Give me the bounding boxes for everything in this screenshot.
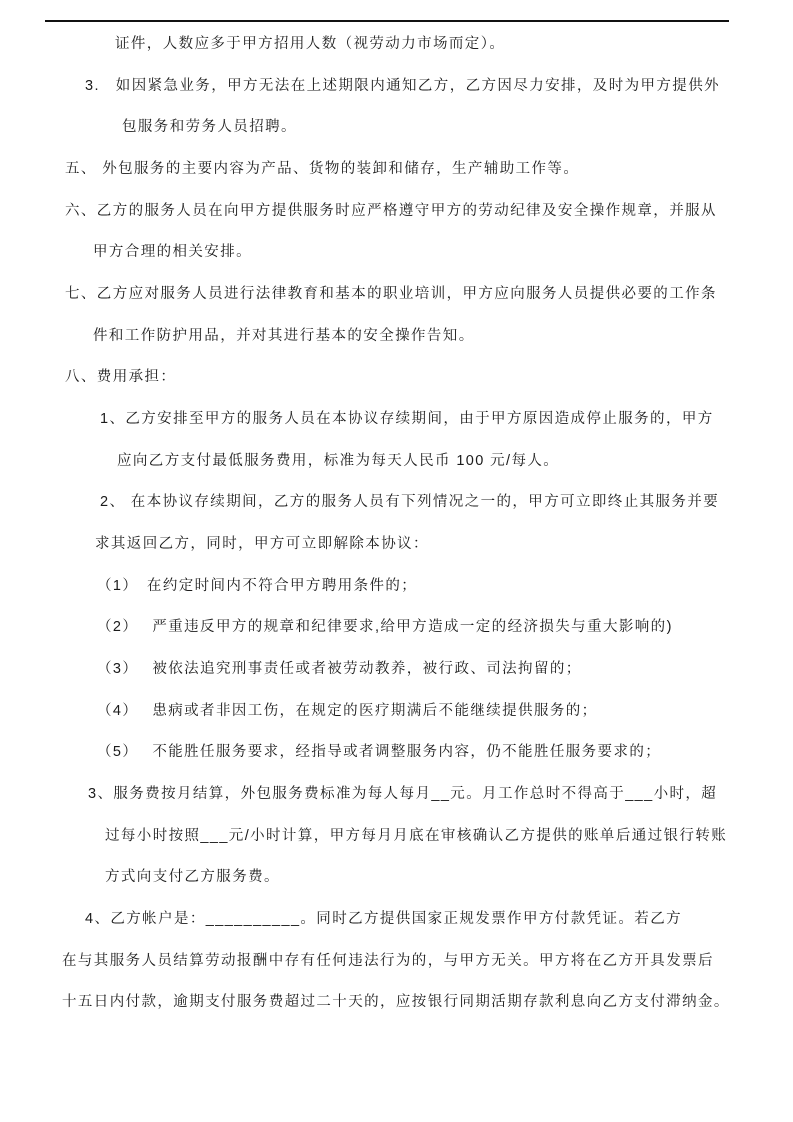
- text-line: （2） 严重违反甲方的规章和纪律要求,给甲方造成一定的经济损失与重大影响的): [97, 619, 673, 635]
- text-line: （1） 在约定时间内不符合甲方聘用条件的；: [97, 578, 418, 594]
- text-line: 八、费用承担：: [65, 369, 177, 385]
- header-rule: [45, 20, 729, 22]
- text-line: 甲方合理的相关安排。: [93, 244, 252, 260]
- text-line: 过每小时按照___元/小时计算，甲方每月月底在审核确认乙方提供的账单后通过银行转账: [105, 828, 728, 844]
- text-line: 求其返回乙方，同时，甲方可立即解除本协议：: [95, 536, 429, 552]
- text-line: 3. 如因紧急业务，甲方无法在上述期限内通知乙方，乙方因尽力安排，及时为甲方提供外: [85, 78, 720, 94]
- text-line: 1、乙方安排至甲方的服务人员在本协议存续期间，由于甲方原因造成停止服务的，甲方: [100, 411, 714, 427]
- text-line: 3、服务费按月结算，外包服务费标准为每人每月__元。月工作总时不得高于___小时，超: [88, 786, 718, 802]
- text-line: 五、 外包服务的主要内容为产品、货物的装卸和储存，生产辅助工作等。: [65, 161, 580, 177]
- text-line: （5） 不能胜任服务要求，经指导或者调整服务内容，仍不能胜任服务要求的；: [97, 744, 662, 760]
- text-line: 在与其服务人员结算劳动报酬中存有任何违法行为的，与甲方无关。甲方将在乙方开具发票后: [62, 953, 714, 969]
- text-line: 七、乙方应对服务人员进行法律教育和基本的职业培训，甲方应向服务人员提供必要的工作条: [65, 286, 717, 302]
- text-line: 件和工作防护用品，并对其进行基本的安全操作告知。: [93, 328, 475, 344]
- text-line: 十五日内付款，逾期支付服务费超过二十天的，应按银行同期活期存款利息向乙方支付滞纳金。: [62, 994, 730, 1010]
- text-line: 包服务和劳务人员招聘。: [122, 119, 297, 135]
- text-line: 六、乙方的服务人员在向甲方提供服务时应严格遵守甲方的劳动纪律及安全操作规章，并服从: [65, 203, 717, 219]
- text-line: 证件，人数应多于甲方招用人数（视劳动力市场而定）。: [115, 36, 506, 52]
- text-line: （3） 被依法追究刑事责任或者被劳动教养，被行政、司法拘留的；: [97, 661, 582, 677]
- text-line: 2、 在本协议存续期间，乙方的服务人员有下列情况之一的，甲方可立即终止其服务并要: [100, 494, 720, 510]
- text-line: 方式向支付乙方服务费。: [105, 869, 280, 885]
- text-line: 4、乙方帐户是：__________。同时乙方提供国家正规发票作甲方付款凭证。若乙方: [85, 911, 683, 927]
- text-line: （4） 患病或者非因工伤，在规定的医疗期满后不能继续提供服务的；: [97, 703, 598, 719]
- text-line: 应向乙方支付最低服务费用，标准为每天人民币 100 元/每人。: [117, 453, 560, 469]
